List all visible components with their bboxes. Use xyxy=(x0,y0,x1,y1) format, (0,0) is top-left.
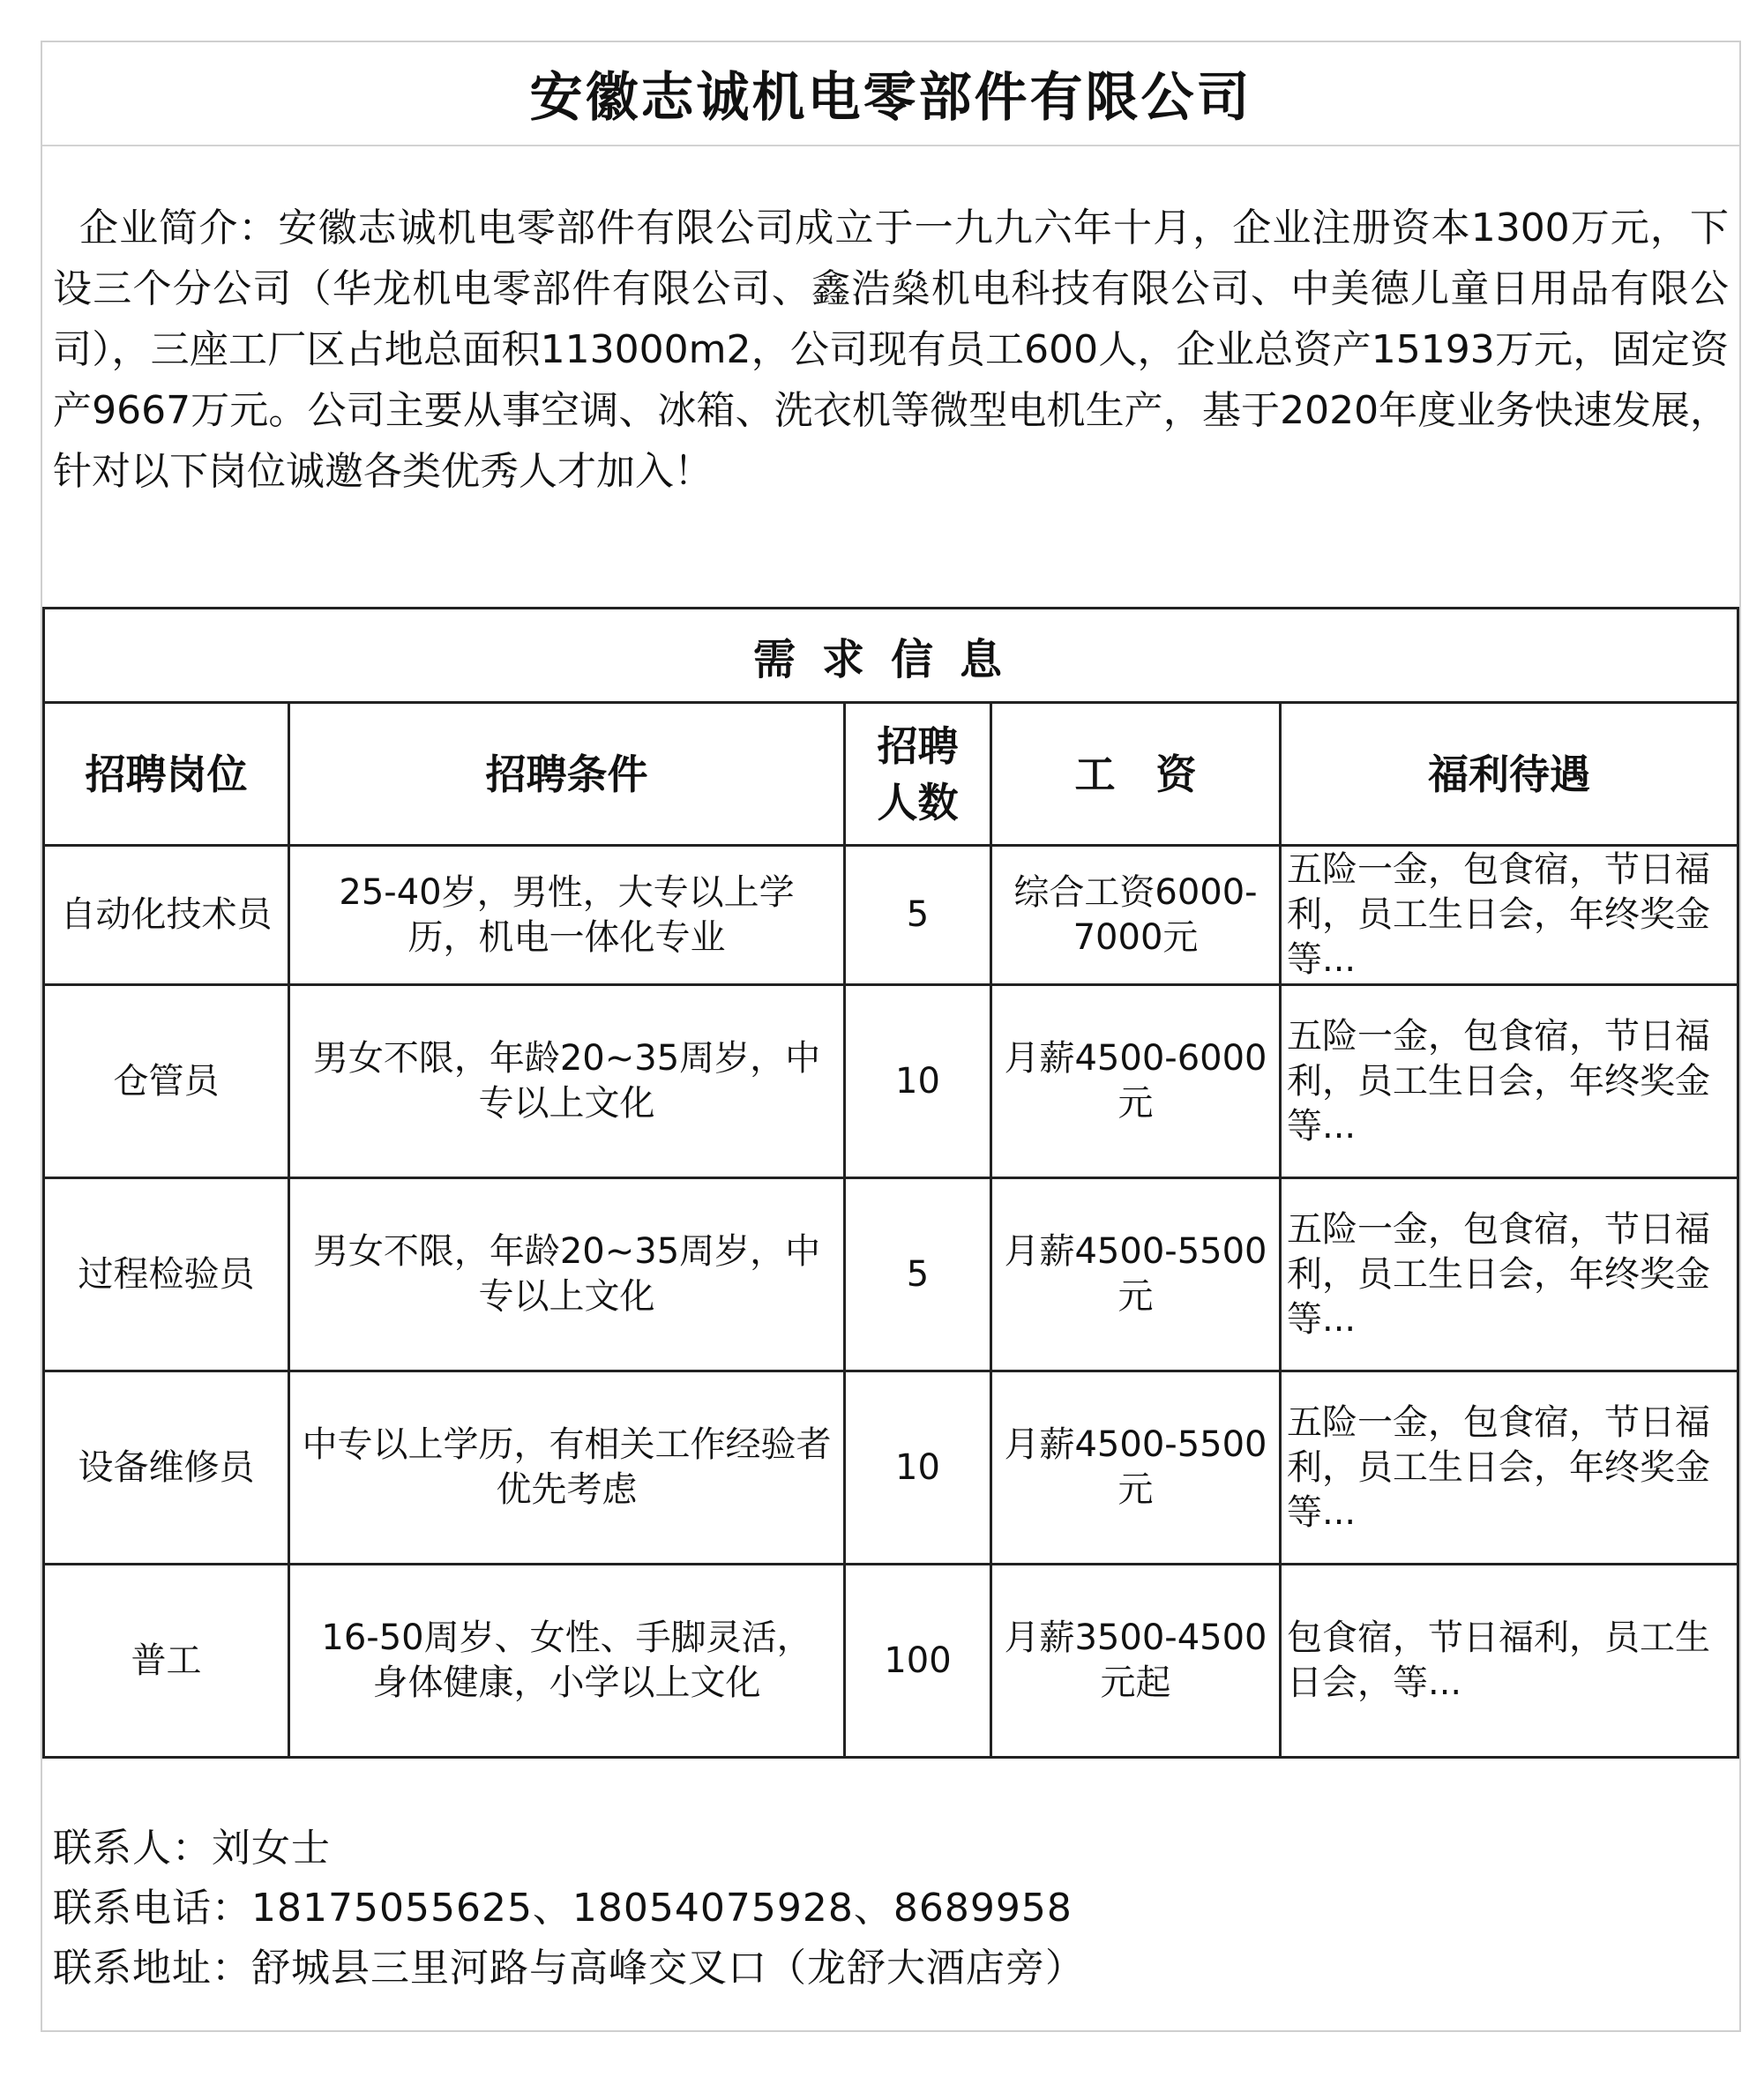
position-cell: 自动化技术员 xyxy=(44,846,289,985)
count-cell: 10 xyxy=(845,985,991,1178)
salary-cell: 月薪4500-6000元 xyxy=(991,985,1281,1178)
header-count: 招聘人数 xyxy=(845,703,991,846)
count-cell: 100 xyxy=(845,1565,991,1758)
contact-address: 联系地址：舒城县三里河路与高峰交叉口（龙舒大酒店旁） xyxy=(53,1946,1085,1991)
requirements-table xyxy=(42,607,1739,1759)
position-cell: 仓管员 xyxy=(44,985,289,1178)
requirements-cell: 中专以上学历，有相关工作经验者优先考虑 xyxy=(289,1371,845,1565)
title-row xyxy=(42,42,1739,146)
requirements-cell: 男女不限，年龄20~35周岁，中专以上文化 xyxy=(289,1178,845,1371)
table-row xyxy=(44,1565,1738,1758)
company-title: 安徽志诚机电零部件有限公司 xyxy=(529,67,1252,129)
header-position: 招聘岗位 xyxy=(44,703,289,846)
position-cell: 普工 xyxy=(44,1565,289,1758)
requirements-cell: 男女不限，年龄20~35周岁，中专以上文化 xyxy=(289,985,845,1178)
contact-phone: 联系电话：18175055625、18054075928、8689958 xyxy=(53,1886,1073,1931)
requirements-cell: 25-40岁，男性，大专以上学历，机电一体化专业 xyxy=(289,846,845,985)
contact-block xyxy=(53,1819,1085,1999)
salary-cell: 月薪3500-4500元起 xyxy=(991,1565,1281,1758)
benefits-cell: 五险一金，包食宿，节日福利，员工生日会，年终奖金等... xyxy=(1281,846,1738,985)
benefits-cell: 五险一金，包食宿，节日福利，员工生日会，年终奖金等... xyxy=(1281,985,1738,1178)
header-requirements: 招聘条件 xyxy=(289,703,845,846)
count-cell: 10 xyxy=(845,1371,991,1565)
header-benefits: 福利待遇 xyxy=(1281,703,1738,846)
position-cell: 过程检验员 xyxy=(44,1178,289,1371)
section-title: 需求信息 xyxy=(44,609,1738,703)
count-cell: 5 xyxy=(845,846,991,985)
header-row xyxy=(44,703,1738,846)
table-row xyxy=(44,985,1738,1178)
benefits-cell: 五险一金，包食宿，节日福利，员工生日会，年终奖金等... xyxy=(1281,1178,1738,1371)
count-cell: 5 xyxy=(845,1178,991,1371)
table-row xyxy=(44,1178,1738,1371)
contact-person: 联系人：刘女士 xyxy=(53,1826,331,1871)
salary-cell: 月薪4500-5500元 xyxy=(991,1178,1281,1371)
benefits-cell: 包食宿，节日福利，员工生日会，等... xyxy=(1281,1565,1738,1758)
table-row xyxy=(44,1371,1738,1565)
requirements-cell: 16-50周岁、女性、手脚灵活，身体健康，小学以上文化 xyxy=(289,1565,845,1758)
salary-cell: 月薪4500-5500元 xyxy=(991,1371,1281,1565)
benefits-cell: 五险一金，包食宿，节日福利，员工生日会，年终奖金等... xyxy=(1281,1371,1738,1565)
table-row xyxy=(44,846,1738,985)
company-intro: 企业简介：安徽志诚机电零部件有限公司成立于一九九六年十月，企业注册资本1300万元，下设三个分公司（华龙机电零部件有限公司、鑫浩燊机电科技有限公司、中美德儿童日用品有限公司），三座工厂区占地总面积113000m2，公司现有员工600人，企业总资产15193万元，固定资产9667万元。公司主要从事空调、冰箱、洗衣机等微型电机生产，基于2020年度业务快速发展，针对以下岗位诚邀各类优秀人才加入！ xyxy=(53,205,1729,494)
recruitment-sheet xyxy=(41,41,1741,2032)
header-salary: 工 资 xyxy=(991,703,1281,846)
position-cell: 设备维修员 xyxy=(44,1371,289,1565)
salary-cell: 综合工资6000-7000元 xyxy=(991,846,1281,985)
